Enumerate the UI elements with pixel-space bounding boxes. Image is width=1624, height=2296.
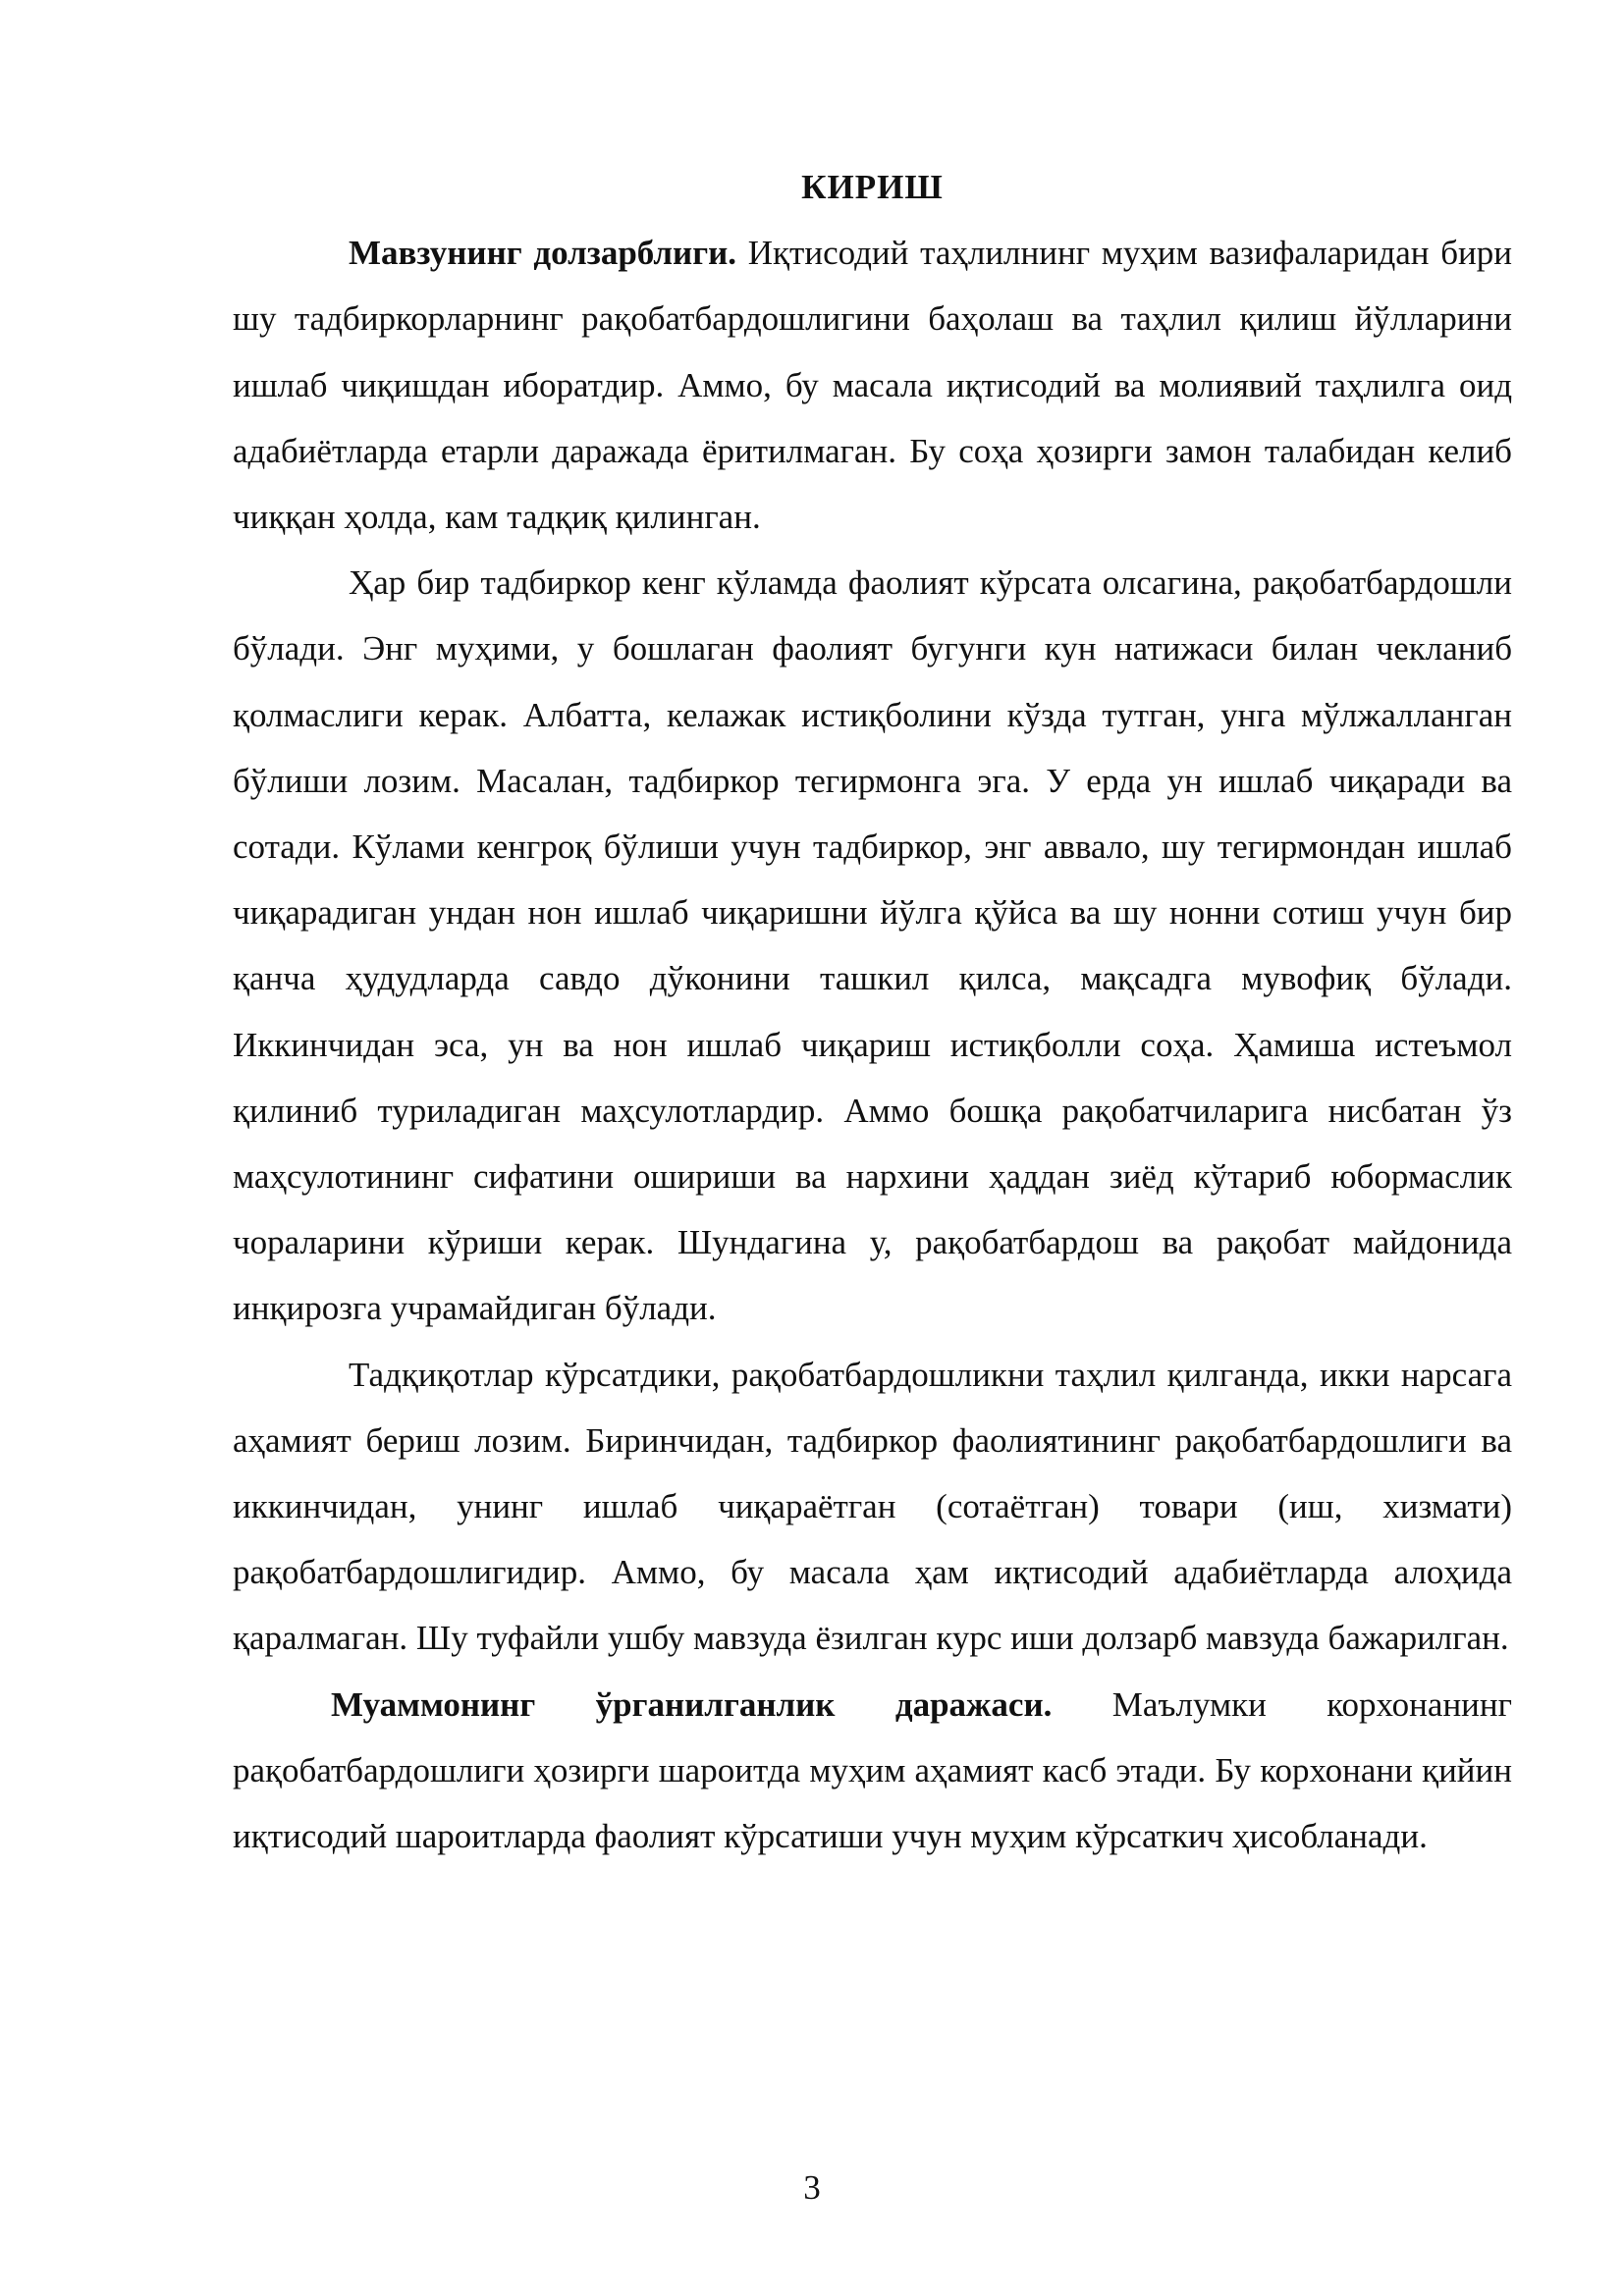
- paragraph-research: [233, 1342, 1512, 1672]
- paragraph-relevance: [233, 220, 1512, 550]
- paragraph-problem-study: [233, 1672, 1512, 1870]
- paragraph-text-relevance: Иқтисодий таҳлилнинг муҳим вазифаларидан бири шу тадбиркорларнинг рақобатбардошлигини баҳолаш ва таҳлил қилиш йўлларини ишлаб чиқишдан иборатдир. Аммо, бу масала иқтисодий ва молиявий таҳлилга оид адабиётларда етарли даражада ёритилмаган. Бу соҳа ҳозирги замон талабидан келиб чиққан ҳолда, кам тадқиқ қилинган.: [233, 234, 1513, 537]
- paragraph-entrepreneur: [233, 550, 1512, 1341]
- page-body: [233, 154, 1512, 1869]
- page-number: 3: [803, 2168, 821, 2207]
- paragraph-text-research: Тадқиқотлар кўрсатдики, рақобатбардошликни таҳлил қилганда, икки нарсага аҳамият бериш лозим. Биринчидан, тадбиркор фаолиятининг рақобатбардошлиги ва иккинчидан, унинг ишлаб чиқараётган (сотаётган) товари (иш, хизмати) рақобатбардошлигидир. Аммо, бу масала ҳам иқтисодий адабиётларда алоҳида қаралмаган. Шу туфайли ушбу мавзуда ёзилган курс иши долзарб мавзуда бажарилган.: [233, 1355, 1512, 1658]
- paragraph-text-entrepreneur: Ҳар бир тадбиркор кенг кўламда фаолият кўрсата олсагина, рақобатбардошли бўлади. Энг муҳими, у бошлаган фаолият бугунги кун натижаси билан чекланиб қолмаслиги керак. Албатта, келажак истиқболини кўзда тутган, унга мўлжалланган бўлиши лозим. Масалан, тадбиркор тегирмонга эга. У ерда ун ишлаб чиқаради ва сотади. Кўлами кенгроқ бўлиши учун тадбиркор, энг аввало, шу тегирмондан ишлаб чиқарадиган ундан нон ишлаб чиқаришни йўлга қўйса ва шу нонни сотиш учун бир қанча ҳудудларда савдо дўконини ташкил қилса, мақсадга мувофиқ бўлади. Иккинчидан эса, ун ва нон ишлаб чиқариш истиқболли соҳа. Ҳамиша истеъмол қилиниб туриладиган маҳсулотлардир. Аммо бошқа рақобатчиларига нисбатан ўз маҳсулотининг сифатини ошириши ва нархини ҳаддан зиёд кўтариб юбормаслик чораларини кўриши керак. Шундагина у, рақобатбардош ва рақобат майдонида инқирозга учрамайдиган бўлади.: [233, 563, 1512, 1328]
- section-heading: КИРИШ: [801, 168, 944, 206]
- paragraph-lead-relevance: Мавзунинг долзарблиги.: [349, 234, 737, 273]
- paragraph-lead-problem-study: Муаммонинг ўрганилганлик даражаси.: [331, 1684, 1053, 1724]
- paragraph-text-problem-study: Маълумки корхонанинг рақобатбардошлиги ҳозирги шароитда муҳим аҳамият касб этади. Бу корхонани қийин иқтисодий шароитларда фаолият кўрсатиши учун муҳим кўрсаткич ҳисобланади.: [233, 1684, 1512, 1856]
